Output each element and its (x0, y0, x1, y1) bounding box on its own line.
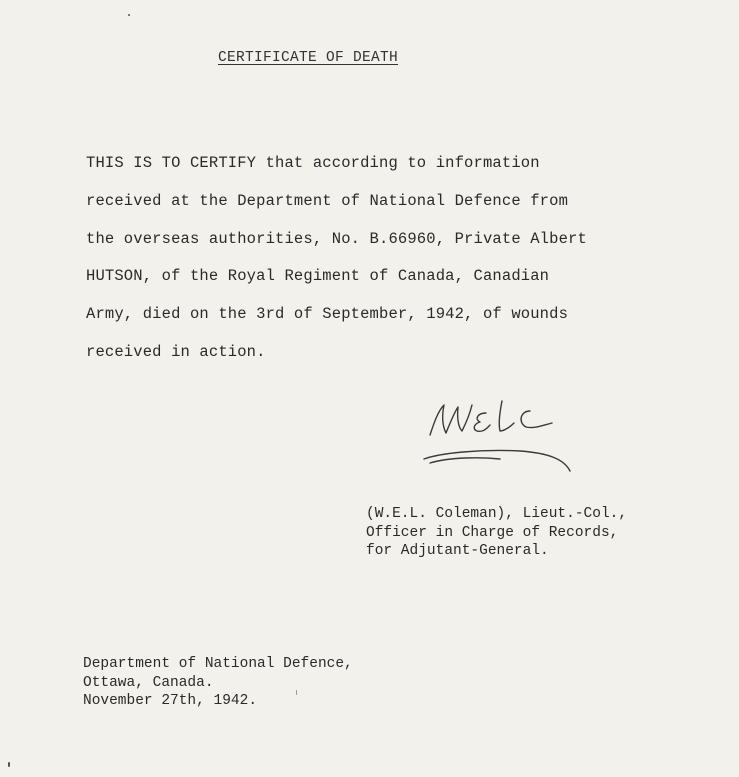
handwritten-signature (420, 393, 580, 483)
body-line: THIS IS TO CERTIFY that according to information (86, 154, 540, 172)
paper-speck (8, 762, 10, 767)
paper-speck (296, 690, 297, 695)
signatory-block (366, 505, 627, 561)
body-line: received in action. (86, 342, 266, 361)
body-line: HUTSON, of the Royal Regiment of Canada, Canadian (86, 267, 550, 286)
signatory-line: for Adjutant-General. (366, 543, 549, 559)
place-date-line: Ottawa, Canada. (83, 674, 214, 691)
body-line: the overseas authorities, No. B.66960, Private Albert (86, 229, 587, 248)
certificate-body (86, 145, 706, 372)
paper-speck (128, 14, 130, 16)
body-line: Army, died on the 3rd of September, 1942, of wounds (86, 305, 569, 324)
document-title: CERTIFICATE OF DEATH (218, 50, 399, 66)
body-line: received at the Department of National Defence from (86, 191, 569, 210)
signatory-line: (W.E.L. Coleman), Lieut.-Col., (366, 506, 628, 522)
signatory-line: Officer in Charge of Records, (366, 524, 619, 541)
place-date-line: Department of National Defence, (83, 656, 353, 672)
place-date-line: November 27th, 1942. (83, 693, 258, 709)
place-date-block (83, 655, 353, 711)
